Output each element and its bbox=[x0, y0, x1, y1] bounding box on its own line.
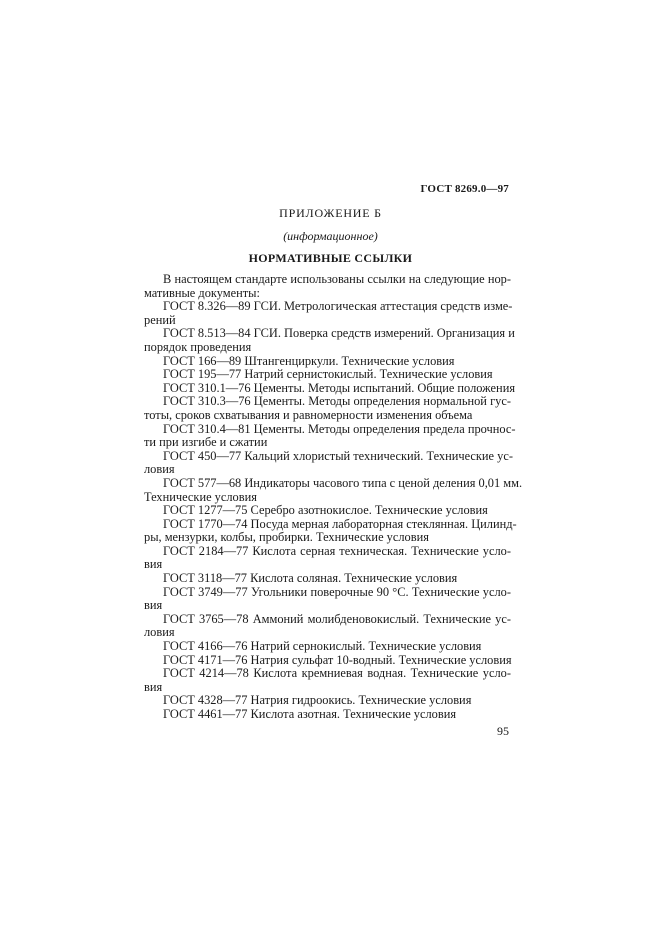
references-body bbox=[144, 272, 523, 722]
intro-line: мативные документы: bbox=[144, 285, 260, 300]
reference-list bbox=[144, 299, 523, 721]
reference-entry bbox=[144, 640, 511, 654]
reference-entry bbox=[144, 368, 511, 382]
reference-line: рений bbox=[144, 312, 176, 327]
reference-line: ловия bbox=[144, 462, 175, 477]
reference-line: Технические условия bbox=[144, 489, 257, 504]
reference-line: ГОСТ 1770—74 Посуда мерная лабораторная стеклянная. Цилинд- bbox=[163, 516, 517, 531]
reference-line: ГОСТ 166—89 Штангенциркули. Технические условия bbox=[163, 353, 455, 368]
page-number: 95 bbox=[497, 724, 509, 738]
reference-entry bbox=[144, 450, 511, 477]
intro-line: В настоящем стандарте использованы ссылки на следующие нор- bbox=[163, 272, 511, 286]
reference-line: ГОСТ 4171—76 Натрия сульфат 10-водный. Технические условия bbox=[163, 652, 512, 667]
reference-line: порядок проведения bbox=[144, 339, 252, 354]
reference-line: ГОСТ 3749—77 Угольники поверочные 90 °С. Технические усло- bbox=[163, 584, 511, 599]
reference-line: ГОСТ 3765—78 Аммоний молибденовокислый. Технические ус- bbox=[163, 611, 511, 626]
reference-line: ти при изгибе и сжатии bbox=[144, 435, 268, 450]
reference-line: ГОСТ 195—77 Натрий сернистокислый. Технические условия bbox=[163, 367, 493, 382]
reference-entry bbox=[144, 326, 515, 354]
reference-line: ГОСТ 310.3—76 Цементы. Методы определения нормальной гус- bbox=[163, 394, 511, 409]
reference-line: вия bbox=[144, 557, 163, 572]
reference-entry bbox=[144, 380, 516, 396]
reference-line: ГОСТ 4461—77 Кислота азотная. Технические условия bbox=[163, 707, 457, 721]
reference-entry bbox=[144, 613, 511, 640]
reference-entry bbox=[144, 667, 511, 694]
reference-line: ГОСТ 450—77 Кальций хлористый технический. Технические ус- bbox=[163, 448, 513, 463]
reference-entry bbox=[144, 504, 511, 518]
reference-line: тоты, сроков схватывания и равномерности изменения объема bbox=[144, 407, 473, 422]
reference-entry bbox=[144, 708, 511, 722]
reference-line: ГОСТ 310.4—81 Цементы. Методы определения предела прочнос- bbox=[163, 421, 516, 436]
reference-line: ГОСТ 2184—77 Кислота серная техническая. Технические усло- bbox=[163, 543, 511, 558]
reference-line: ловия bbox=[144, 625, 175, 640]
section-title: НОРМАТИВНЫЕ ССЫЛКИ bbox=[248, 251, 413, 265]
reference-line: ГОСТ 8.326—89 ГСИ. Метрологическая аттестация средств изме- bbox=[163, 299, 513, 314]
reference-line: ГОСТ 4166—76 Натрий сернокислый. Технические условия bbox=[163, 639, 482, 654]
reference-entry bbox=[144, 654, 511, 668]
reference-line: ГОСТ 310.1—76 Цементы. Методы испытаний. Общие положения bbox=[163, 380, 516, 395]
reference-line: ГОСТ 8.513—84 ГСИ. Поверка средств измерений. Организация и bbox=[163, 326, 515, 341]
reference-entry bbox=[144, 421, 516, 450]
reference-entry bbox=[144, 572, 511, 586]
intro-paragraph bbox=[144, 273, 511, 300]
reference-line: ГОСТ 577—68 Индикаторы часового типа с ценой деления 0,01 мм. bbox=[163, 475, 523, 490]
reference-line: ГОСТ 3118—77 Кислота соляная. Технические условия bbox=[163, 571, 458, 586]
reference-entry bbox=[144, 475, 523, 504]
appendix-title: ПРИЛОЖЕНИЕ Б bbox=[279, 206, 382, 220]
reference-entry bbox=[144, 586, 511, 613]
appendix-type: (информационное) bbox=[283, 229, 378, 243]
reference-entry bbox=[144, 300, 511, 327]
standard-code-header: ГОСТ 8269.0—97 bbox=[420, 183, 509, 195]
reference-line: вия bbox=[144, 679, 163, 694]
reference-line: ры, мензурки, колбы, пробирки. Технические условия bbox=[144, 530, 429, 545]
reference-line: ГОСТ 4328—77 Натрия гидроокись. Технические условия bbox=[163, 693, 472, 708]
reference-entry bbox=[144, 516, 517, 545]
reference-entry bbox=[144, 694, 511, 708]
reference-line: вия bbox=[144, 598, 163, 613]
reference-line: ГОСТ 1277—75 Серебро азотнокислое. Технические условия bbox=[163, 503, 488, 518]
reference-entry bbox=[144, 545, 511, 572]
reference-entry bbox=[144, 395, 511, 422]
reference-line: ГОСТ 4214—78 Кислота кремниевая водная. Технические усло- bbox=[163, 666, 511, 681]
reference-entry bbox=[144, 355, 511, 369]
